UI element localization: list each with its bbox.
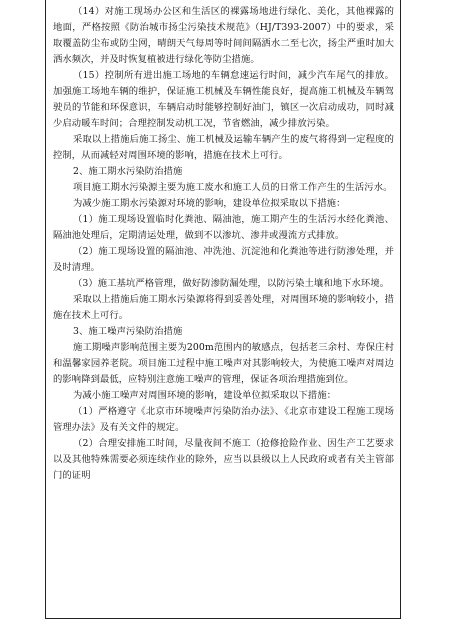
paragraph-water-measure-3: （3）施工基坑严格管理，做好防渗防漏处理，以防污染土壤和地下水环境。 xyxy=(73,278,390,289)
paragraph-water-intro: 为减少施工期水污染源对环境的影响，建设单位拟采取以下措施： xyxy=(73,198,346,209)
paragraph-noise-scope: 施工期噪声影响范围主要为200m范围内的敏感点，包括老三余村、寿保庄村和温馨家园养老院。项目施工过程中施工噪声对其影响较大，为使施工噪声对周边的影响降到最低，应特别注意施工噪声的管理，保证各项治理措施到位。 xyxy=(53,342,394,385)
paragraph-noise-intro: 为减小施工噪声对周围环境的影响，建设单位拟采取以下措施： xyxy=(73,390,337,401)
paragraph-dust-measure-14: （14）对施工现场办公区和生活区的裸露场地进行绿化、美化，其他裸露的地面，严格按照《防治城市扬尘污染技术规范》（HJ/T393-2007）中的要求，采取覆盖防尘布或防尘网，晴朗天气每周等时间间隔洒水二至七次，扬尘严重时加大洒水频次，并及时恢复植被进行绿化等防尘措施。 xyxy=(53,6,394,65)
paragraph-water-conclusion: 采取以上措施后施工期水污染源将得到妥善处理，对周围环境的影响较小，措施在技术上可行。 xyxy=(53,294,394,321)
section-heading-noise: 3、施工噪声污染防治措施 xyxy=(73,326,183,337)
paragraph-water-sources: 项目施工期水污染源主要为施工废水和施工人员的日常工作产生的生活污水。 xyxy=(73,182,393,193)
document-table-cell xyxy=(45,0,401,619)
paragraph-noise-measure-1: （1）严格遵守《北京市环境噪声污染防治办法》、《北京市建设工程施工现场管理办法》及有关文件的规定。 xyxy=(53,406,394,433)
paragraph-water-measure-1: （1）施工现场设置临时化粪池、隔油池，施工期产生的生活污水经化粪池、隔油池处理后，定期清运处理，做到不以渗坑、渗井或漫流方式排放。 xyxy=(53,214,394,241)
paragraph-water-measure-2: （2）施工现场设置的隔油池、冲洗池、沉淀池和化粪池等进行防渗处理，并及时清理。 xyxy=(53,246,394,273)
paragraph-dust-measure-15: （15）控制所有进出施工场地的车辆怠速运行时间，减少汽车尾气的排放。加强施工场地车辆的维护，保证施工机械及车辆性能良好，提高施工机械及车辆驾驶员的节能和环保意识，车辆启动时能够控制好油门，镇区一次启动成功，同时减少启动暖车时间；合理控制发动机工况，节省燃油，减少排放污染。 xyxy=(53,70,394,129)
paragraph-dust-conclusion: 采取以上措施后施工扬尘、施工机械及运输车辆产生的废气将得到一定程度的控制，从而减轻对周围环境的影响，措施在技术上可行。 xyxy=(53,134,394,161)
section-heading-water: 2、施工期水污染防治措施 xyxy=(73,166,183,177)
paragraph-noise-measure-2: （2）合理安排施工时间，尽量夜间不施工（抢修抢险作业、因生产工艺要求以及其他特殊需要必须连续作业的除外，应当以县级以上人民政府或者有关主管部门的证明 xyxy=(53,438,394,481)
document-body xyxy=(53,4,394,484)
